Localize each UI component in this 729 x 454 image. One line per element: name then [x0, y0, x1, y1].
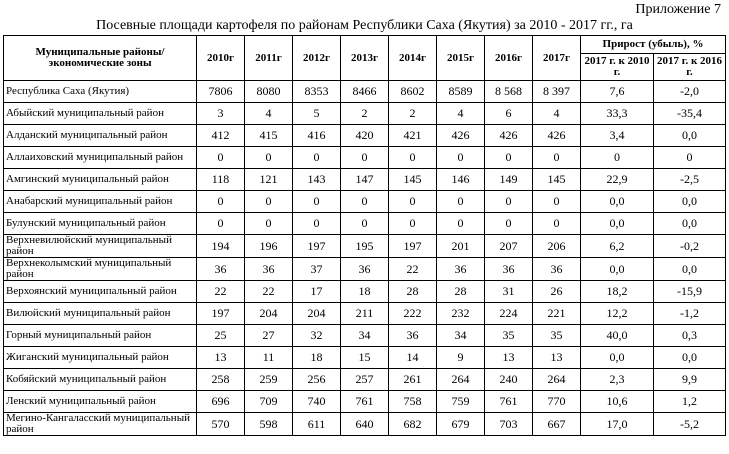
area-value-cell: 2 — [341, 103, 389, 125]
area-value-cell: 761 — [341, 391, 389, 413]
area-value-cell: 0 — [533, 191, 581, 213]
area-value-cell: 221 — [533, 303, 581, 325]
table-title: Посевные площади картофеля по районам Республики Саха (Якутия) за 2010 - 2017 гг., га — [96, 18, 633, 33]
growth-value-cell: 9,9 — [654, 369, 726, 391]
area-value-cell: 426 — [533, 125, 581, 147]
area-value-cell: 770 — [533, 391, 581, 413]
area-value-cell: 4 — [437, 103, 485, 125]
area-value-cell: 0 — [245, 147, 293, 169]
area-value-cell: 196 — [245, 235, 293, 258]
growth-value-cell: 0,0 — [581, 258, 654, 281]
growth-value-cell: 17,0 — [581, 413, 654, 436]
area-value-cell: 426 — [485, 125, 533, 147]
area-value-cell: 197 — [197, 303, 245, 325]
region-name-cell: Алданский муниципальный район — [4, 125, 197, 147]
area-value-cell: 195 — [341, 235, 389, 258]
area-value-cell: 13 — [533, 347, 581, 369]
area-value-cell: 696 — [197, 391, 245, 413]
area-value-cell: 8589 — [437, 81, 485, 103]
region-column-header: Муниципальные районы/экономические зоны — [4, 36, 197, 81]
area-value-cell: 197 — [389, 235, 437, 258]
area-value-cell: 32 — [293, 325, 341, 347]
area-value-cell: 258 — [197, 369, 245, 391]
area-value-cell: 222 — [389, 303, 437, 325]
area-value-cell: 611 — [293, 413, 341, 436]
growth-value-cell: 0,0 — [654, 125, 726, 147]
table-row — [4, 125, 726, 147]
area-value-cell: 18 — [341, 281, 389, 303]
year-header: 2011г — [245, 36, 293, 81]
region-name-cell: Булунский муниципальный район — [4, 213, 197, 235]
appendix-label: Приложение 7 — [635, 2, 721, 17]
area-value-cell: 232 — [437, 303, 485, 325]
area-value-cell: 740 — [293, 391, 341, 413]
area-value-cell: 4 — [533, 103, 581, 125]
growth-value-cell: -2,5 — [654, 169, 726, 191]
growth-header-2010: 2017 г. к 2010 г. — [581, 54, 654, 81]
growth-value-cell: 10,6 — [581, 391, 654, 413]
area-value-cell: 204 — [245, 303, 293, 325]
area-value-cell: 34 — [341, 325, 389, 347]
area-value-cell: 8602 — [389, 81, 437, 103]
area-value-cell: 145 — [533, 169, 581, 191]
area-value-cell: 36 — [437, 258, 485, 281]
area-value-cell: 421 — [389, 125, 437, 147]
growth-value-cell: 0,0 — [581, 213, 654, 235]
area-value-cell: 194 — [197, 235, 245, 258]
area-value-cell: 264 — [533, 369, 581, 391]
area-value-cell: 197 — [293, 235, 341, 258]
region-name-cell: Мегино-Кангаласский муниципальный район — [4, 413, 197, 436]
region-name-cell: Анабарский муниципальный район — [4, 191, 197, 213]
area-value-cell: 0 — [197, 191, 245, 213]
area-value-cell: 13 — [485, 347, 533, 369]
area-value-cell: 0 — [197, 147, 245, 169]
area-value-cell: 28 — [437, 281, 485, 303]
area-value-cell: 28 — [389, 281, 437, 303]
area-value-cell: 18 — [293, 347, 341, 369]
area-value-cell: 0 — [437, 191, 485, 213]
area-value-cell: 709 — [245, 391, 293, 413]
area-value-cell: 0 — [533, 147, 581, 169]
table-row — [4, 369, 726, 391]
area-value-cell: 0 — [245, 213, 293, 235]
area-value-cell: 761 — [485, 391, 533, 413]
area-value-cell: 143 — [293, 169, 341, 191]
area-value-cell: 0 — [533, 213, 581, 235]
area-value-cell: 240 — [485, 369, 533, 391]
area-value-cell: 36 — [485, 258, 533, 281]
area-value-cell: 0 — [293, 213, 341, 235]
table-row — [4, 347, 726, 369]
growth-value-cell: 6,2 — [581, 235, 654, 258]
table-row — [4, 391, 726, 413]
area-value-cell: 426 — [437, 125, 485, 147]
area-value-cell: 0 — [341, 213, 389, 235]
area-value-cell: 36 — [533, 258, 581, 281]
area-value-cell: 8466 — [341, 81, 389, 103]
area-value-cell: 5 — [293, 103, 341, 125]
area-value-cell: 4 — [245, 103, 293, 125]
area-value-cell: 0 — [437, 147, 485, 169]
area-value-cell: 256 — [293, 369, 341, 391]
region-name-cell: Горный муниципальный район — [4, 325, 197, 347]
region-name-cell: Республика Саха (Якутия) — [4, 81, 197, 103]
year-header: 2012г — [293, 36, 341, 81]
area-value-cell: 13 — [197, 347, 245, 369]
growth-header-2016: 2017 г. к 2016 г. — [654, 54, 726, 81]
area-value-cell: 598 — [245, 413, 293, 436]
area-value-cell: 679 — [437, 413, 485, 436]
table-row — [4, 147, 726, 169]
year-header: 2015г — [437, 36, 485, 81]
area-value-cell: 22 — [389, 258, 437, 281]
area-value-cell: 17 — [293, 281, 341, 303]
area-value-cell: 26 — [533, 281, 581, 303]
table-row — [4, 169, 726, 191]
area-value-cell: 264 — [437, 369, 485, 391]
area-value-cell: 206 — [533, 235, 581, 258]
table-row — [4, 303, 726, 325]
region-name-cell: Верхоянский муниципальный район — [4, 281, 197, 303]
area-value-cell: 6 — [485, 103, 533, 125]
growth-value-cell: -2,0 — [654, 81, 726, 103]
area-value-cell: 0 — [245, 191, 293, 213]
area-value-cell: 0 — [389, 213, 437, 235]
region-name-cell: Вилюйский муниципальный район — [4, 303, 197, 325]
area-value-cell: 35 — [533, 325, 581, 347]
area-value-cell: 31 — [485, 281, 533, 303]
area-value-cell: 759 — [437, 391, 485, 413]
growth-value-cell: -5,2 — [654, 413, 726, 436]
area-value-cell: 36 — [245, 258, 293, 281]
growth-value-cell: 0,0 — [581, 191, 654, 213]
area-value-cell: 8 397 — [533, 81, 581, 103]
area-value-cell: 758 — [389, 391, 437, 413]
growth-value-cell: 1,2 — [654, 391, 726, 413]
potato-area-table — [3, 35, 726, 436]
area-value-cell: 147 — [341, 169, 389, 191]
region-name-cell: Аллаиховский муниципальный район — [4, 147, 197, 169]
area-value-cell: 149 — [485, 169, 533, 191]
area-value-cell: 640 — [341, 413, 389, 436]
table-row — [4, 281, 726, 303]
growth-value-cell: 12,2 — [581, 303, 654, 325]
area-value-cell: 15 — [341, 347, 389, 369]
area-value-cell: 0 — [485, 213, 533, 235]
area-value-cell: 415 — [245, 125, 293, 147]
area-value-cell: 207 — [485, 235, 533, 258]
area-value-cell: 25 — [197, 325, 245, 347]
area-value-cell: 0 — [197, 213, 245, 235]
table-row — [4, 103, 726, 125]
region-name-cell: Верхневилюйский муниципальный район — [4, 235, 197, 258]
area-value-cell: 0 — [341, 191, 389, 213]
area-value-cell: 224 — [485, 303, 533, 325]
area-value-cell: 0 — [293, 191, 341, 213]
area-value-cell: 570 — [197, 413, 245, 436]
area-value-cell: 37 — [293, 258, 341, 281]
area-value-cell: 145 — [389, 169, 437, 191]
growth-value-cell: 3,4 — [581, 125, 654, 147]
area-value-cell: 36 — [197, 258, 245, 281]
area-value-cell: 259 — [245, 369, 293, 391]
area-value-cell: 682 — [389, 413, 437, 436]
area-value-cell: 22 — [197, 281, 245, 303]
region-name-cell: Амгинский муниципальный район — [4, 169, 197, 191]
area-value-cell: 211 — [341, 303, 389, 325]
year-header: 2016г — [485, 36, 533, 81]
growth-value-cell: 0,3 — [654, 325, 726, 347]
area-value-cell: 2 — [389, 103, 437, 125]
year-header: 2010г — [197, 36, 245, 81]
growth-value-cell: 0,0 — [581, 347, 654, 369]
area-value-cell: 667 — [533, 413, 581, 436]
area-value-cell: 416 — [293, 125, 341, 147]
region-name-cell: Кобяйский муниципальный район — [4, 369, 197, 391]
year-header: 2014г — [389, 36, 437, 81]
growth-value-cell: 7,6 — [581, 81, 654, 103]
growth-value-cell: 0 — [581, 147, 654, 169]
growth-value-cell: 40,0 — [581, 325, 654, 347]
area-value-cell: 36 — [389, 325, 437, 347]
year-header: 2017г — [533, 36, 581, 81]
growth-value-cell: 0,0 — [654, 347, 726, 369]
area-value-cell: 8353 — [293, 81, 341, 103]
area-value-cell: 412 — [197, 125, 245, 147]
area-value-cell: 146 — [437, 169, 485, 191]
growth-group-header: Прирост (убыль), % — [581, 36, 726, 54]
area-value-cell: 9 — [437, 347, 485, 369]
table-row — [4, 325, 726, 347]
growth-value-cell: -35,4 — [654, 103, 726, 125]
growth-value-cell: 0 — [654, 147, 726, 169]
area-value-cell: 118 — [197, 169, 245, 191]
area-value-cell: 0 — [485, 147, 533, 169]
table-row — [4, 258, 726, 281]
area-value-cell: 420 — [341, 125, 389, 147]
growth-value-cell: 2,3 — [581, 369, 654, 391]
area-value-cell: 7806 — [197, 81, 245, 103]
growth-value-cell: 0,0 — [654, 213, 726, 235]
area-value-cell: 0 — [389, 191, 437, 213]
growth-value-cell: 22,9 — [581, 169, 654, 191]
area-value-cell: 36 — [341, 258, 389, 281]
area-value-cell: 34 — [437, 325, 485, 347]
growth-value-cell: -15,9 — [654, 281, 726, 303]
area-value-cell: 0 — [341, 147, 389, 169]
growth-value-cell: 0,0 — [654, 191, 726, 213]
growth-value-cell: 33,3 — [581, 103, 654, 125]
area-value-cell: 703 — [485, 413, 533, 436]
table-body — [4, 81, 726, 436]
growth-value-cell: 0,0 — [654, 258, 726, 281]
growth-value-cell: -0,2 — [654, 235, 726, 258]
area-value-cell: 0 — [437, 213, 485, 235]
year-header: 2013г — [341, 36, 389, 81]
region-name-cell: Ленский муниципальный район — [4, 391, 197, 413]
growth-value-cell: 18,2 — [581, 281, 654, 303]
table-row — [4, 413, 726, 436]
table-row — [4, 81, 726, 103]
area-value-cell: 261 — [389, 369, 437, 391]
area-value-cell: 121 — [245, 169, 293, 191]
area-value-cell: 35 — [485, 325, 533, 347]
area-value-cell: 8080 — [245, 81, 293, 103]
area-value-cell: 0 — [485, 191, 533, 213]
table-row — [4, 213, 726, 235]
area-value-cell: 204 — [293, 303, 341, 325]
area-value-cell: 14 — [389, 347, 437, 369]
area-value-cell: 3 — [197, 103, 245, 125]
area-value-cell: 11 — [245, 347, 293, 369]
area-value-cell: 22 — [245, 281, 293, 303]
region-name-cell: Абыйский муниципальный район — [4, 103, 197, 125]
region-name-cell: Верхнеколымский муниципальный район — [4, 258, 197, 281]
area-value-cell: 0 — [293, 147, 341, 169]
area-value-cell: 8 568 — [485, 81, 533, 103]
area-value-cell: 0 — [389, 147, 437, 169]
growth-value-cell: -1,2 — [654, 303, 726, 325]
table-row — [4, 235, 726, 258]
table-row — [4, 191, 726, 213]
area-value-cell: 27 — [245, 325, 293, 347]
area-value-cell: 257 — [341, 369, 389, 391]
area-value-cell: 201 — [437, 235, 485, 258]
region-name-cell: Жиганский муниципальный район — [4, 347, 197, 369]
